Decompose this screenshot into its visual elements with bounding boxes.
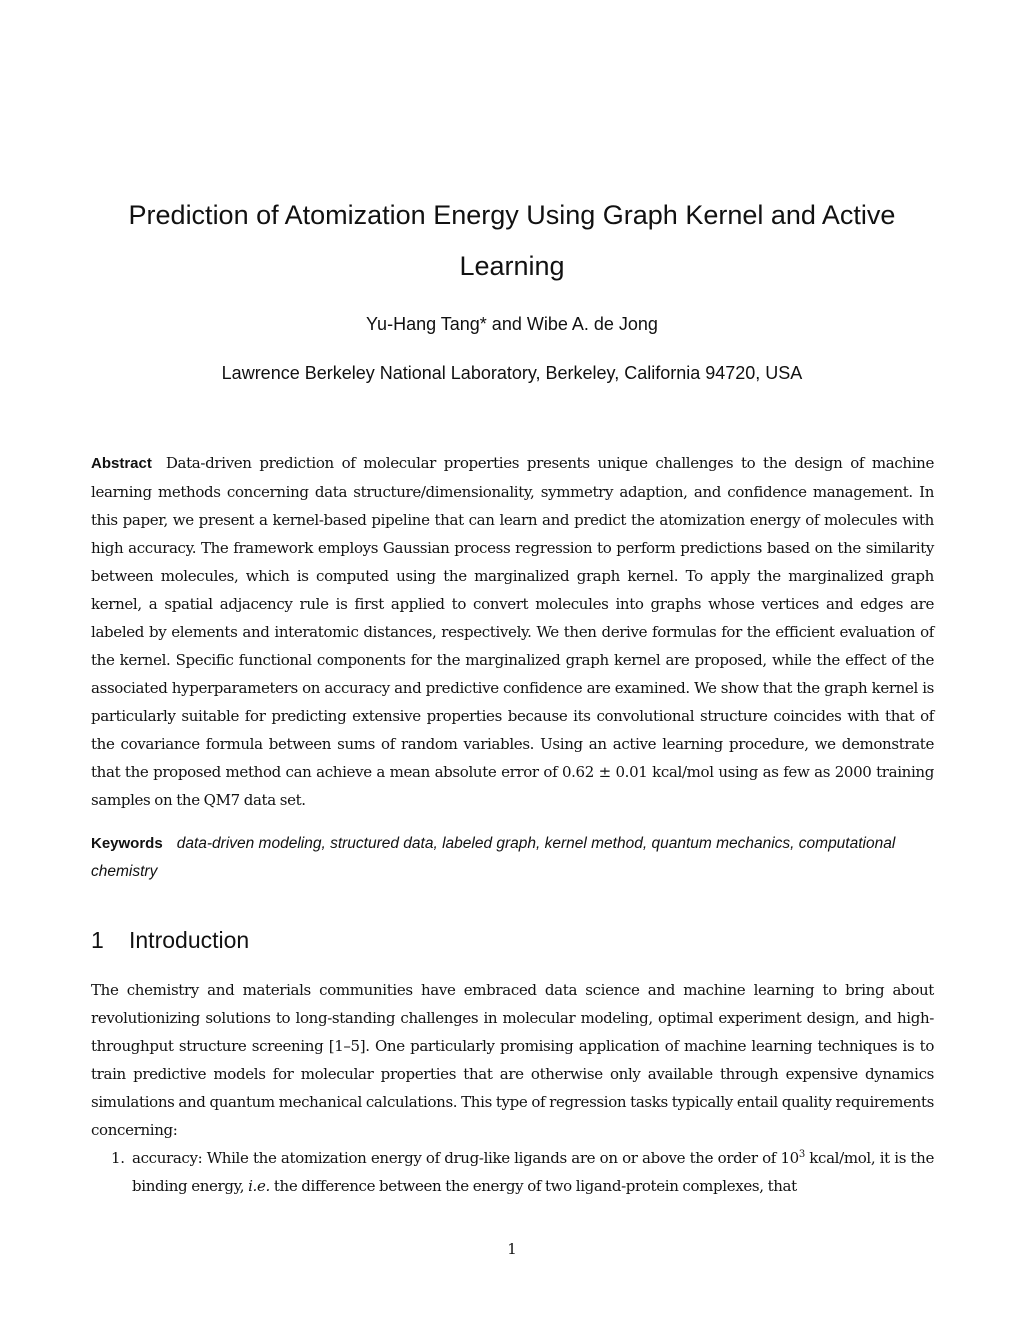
section-title: Introduction — [129, 927, 250, 953]
author-affiliation: Lawrence Berkeley National Laboratory, Berkeley, California 94720, USA — [221, 363, 803, 383]
author-list: Yu-Hang Tang* and Wibe A. de Jong — [366, 314, 658, 334]
list-item-text-end: the difference between the energy of two ligand-protein complexes, that — [269, 1177, 797, 1195]
list-item-text: accuracy: While the atomization energy of drug-like ligands are on or above the order of 10 — [132, 1149, 799, 1167]
paper-title: Prediction of Atomization Energy Using Graph Kernel and Active Learning — [128, 200, 896, 281]
keywords-text: data-driven modeling, structured data, labeled graph, kernel method, quantum mechanics, computational chemistry — [91, 835, 896, 880]
section-number: 1 — [91, 927, 104, 953]
keywords-label: Keywords — [91, 835, 163, 852]
page-number: 1 — [507, 1240, 517, 1258]
introduction-paragraph: The chemistry and materials communities have embraced data science and machine learning to bring about revolutionizing solutions to long-standing challenges in molecular modeling, optimal experiment design, and high-throughput structure screening [1–5]. One particularly promising application of machine learning techniques is to train predictive models for molecular properties that are otherwise only available through expensive dynamics simulations and quantum mechanical calculations. This type of regression tasks typically entail quality requirements concerning: — [91, 981, 934, 1139]
requirements-list — [91, 1144, 934, 1200]
section-heading — [91, 922, 249, 958]
list-marker: 1. — [111, 1149, 125, 1167]
list-item-text-continued: kcal/mol, it is the binding energy, — [132, 1149, 935, 1195]
list-item — [91, 1144, 934, 1200]
abstract-label: Abstract — [91, 455, 152, 472]
keywords — [91, 830, 934, 886]
abstract-text: Data-driven prediction of molecular properties presents unique challenges to the design of machine learning methods concerning data structure/dimensionality, symmetry adaption, and confidence management. In this paper, we present a kernel-based pipeline that can learn and predict the atomization energy of molecules with high accuracy. The framework employs Gaussian process regression to perform predictions based on the similarity between molecules, which is computed using the marginalized graph kernel. To apply the marginalized graph kernel, a spatial adjacency rule is first applied to convert molecules into graphs whose vertices and edges are labeled by elements and interatomic distances, respectively. We then derive formulas for the efficient evaluation of the kernel. Specific functional components for the marginalized graph kernel are proposed, while the effect of the associated hyperparameters on accuracy and predictive confidence are examined. We show that the graph kernel is particularly suitable for predicting extensive properties because its convolutional structure coincides with that of the covariance formula between sums of random variables. Using an active learning procedure, we demonstrate that the proposed method can achieve a mean absolute error of 0.62 ± 0.01 kcal/mol using as few as 2000 training samples on the QM7 data set. — [91, 454, 934, 809]
list-item-emphasis: i.e. — [248, 1177, 270, 1195]
abstract — [91, 449, 934, 814]
list-item-superscript: 3 — [798, 1149, 805, 1160]
